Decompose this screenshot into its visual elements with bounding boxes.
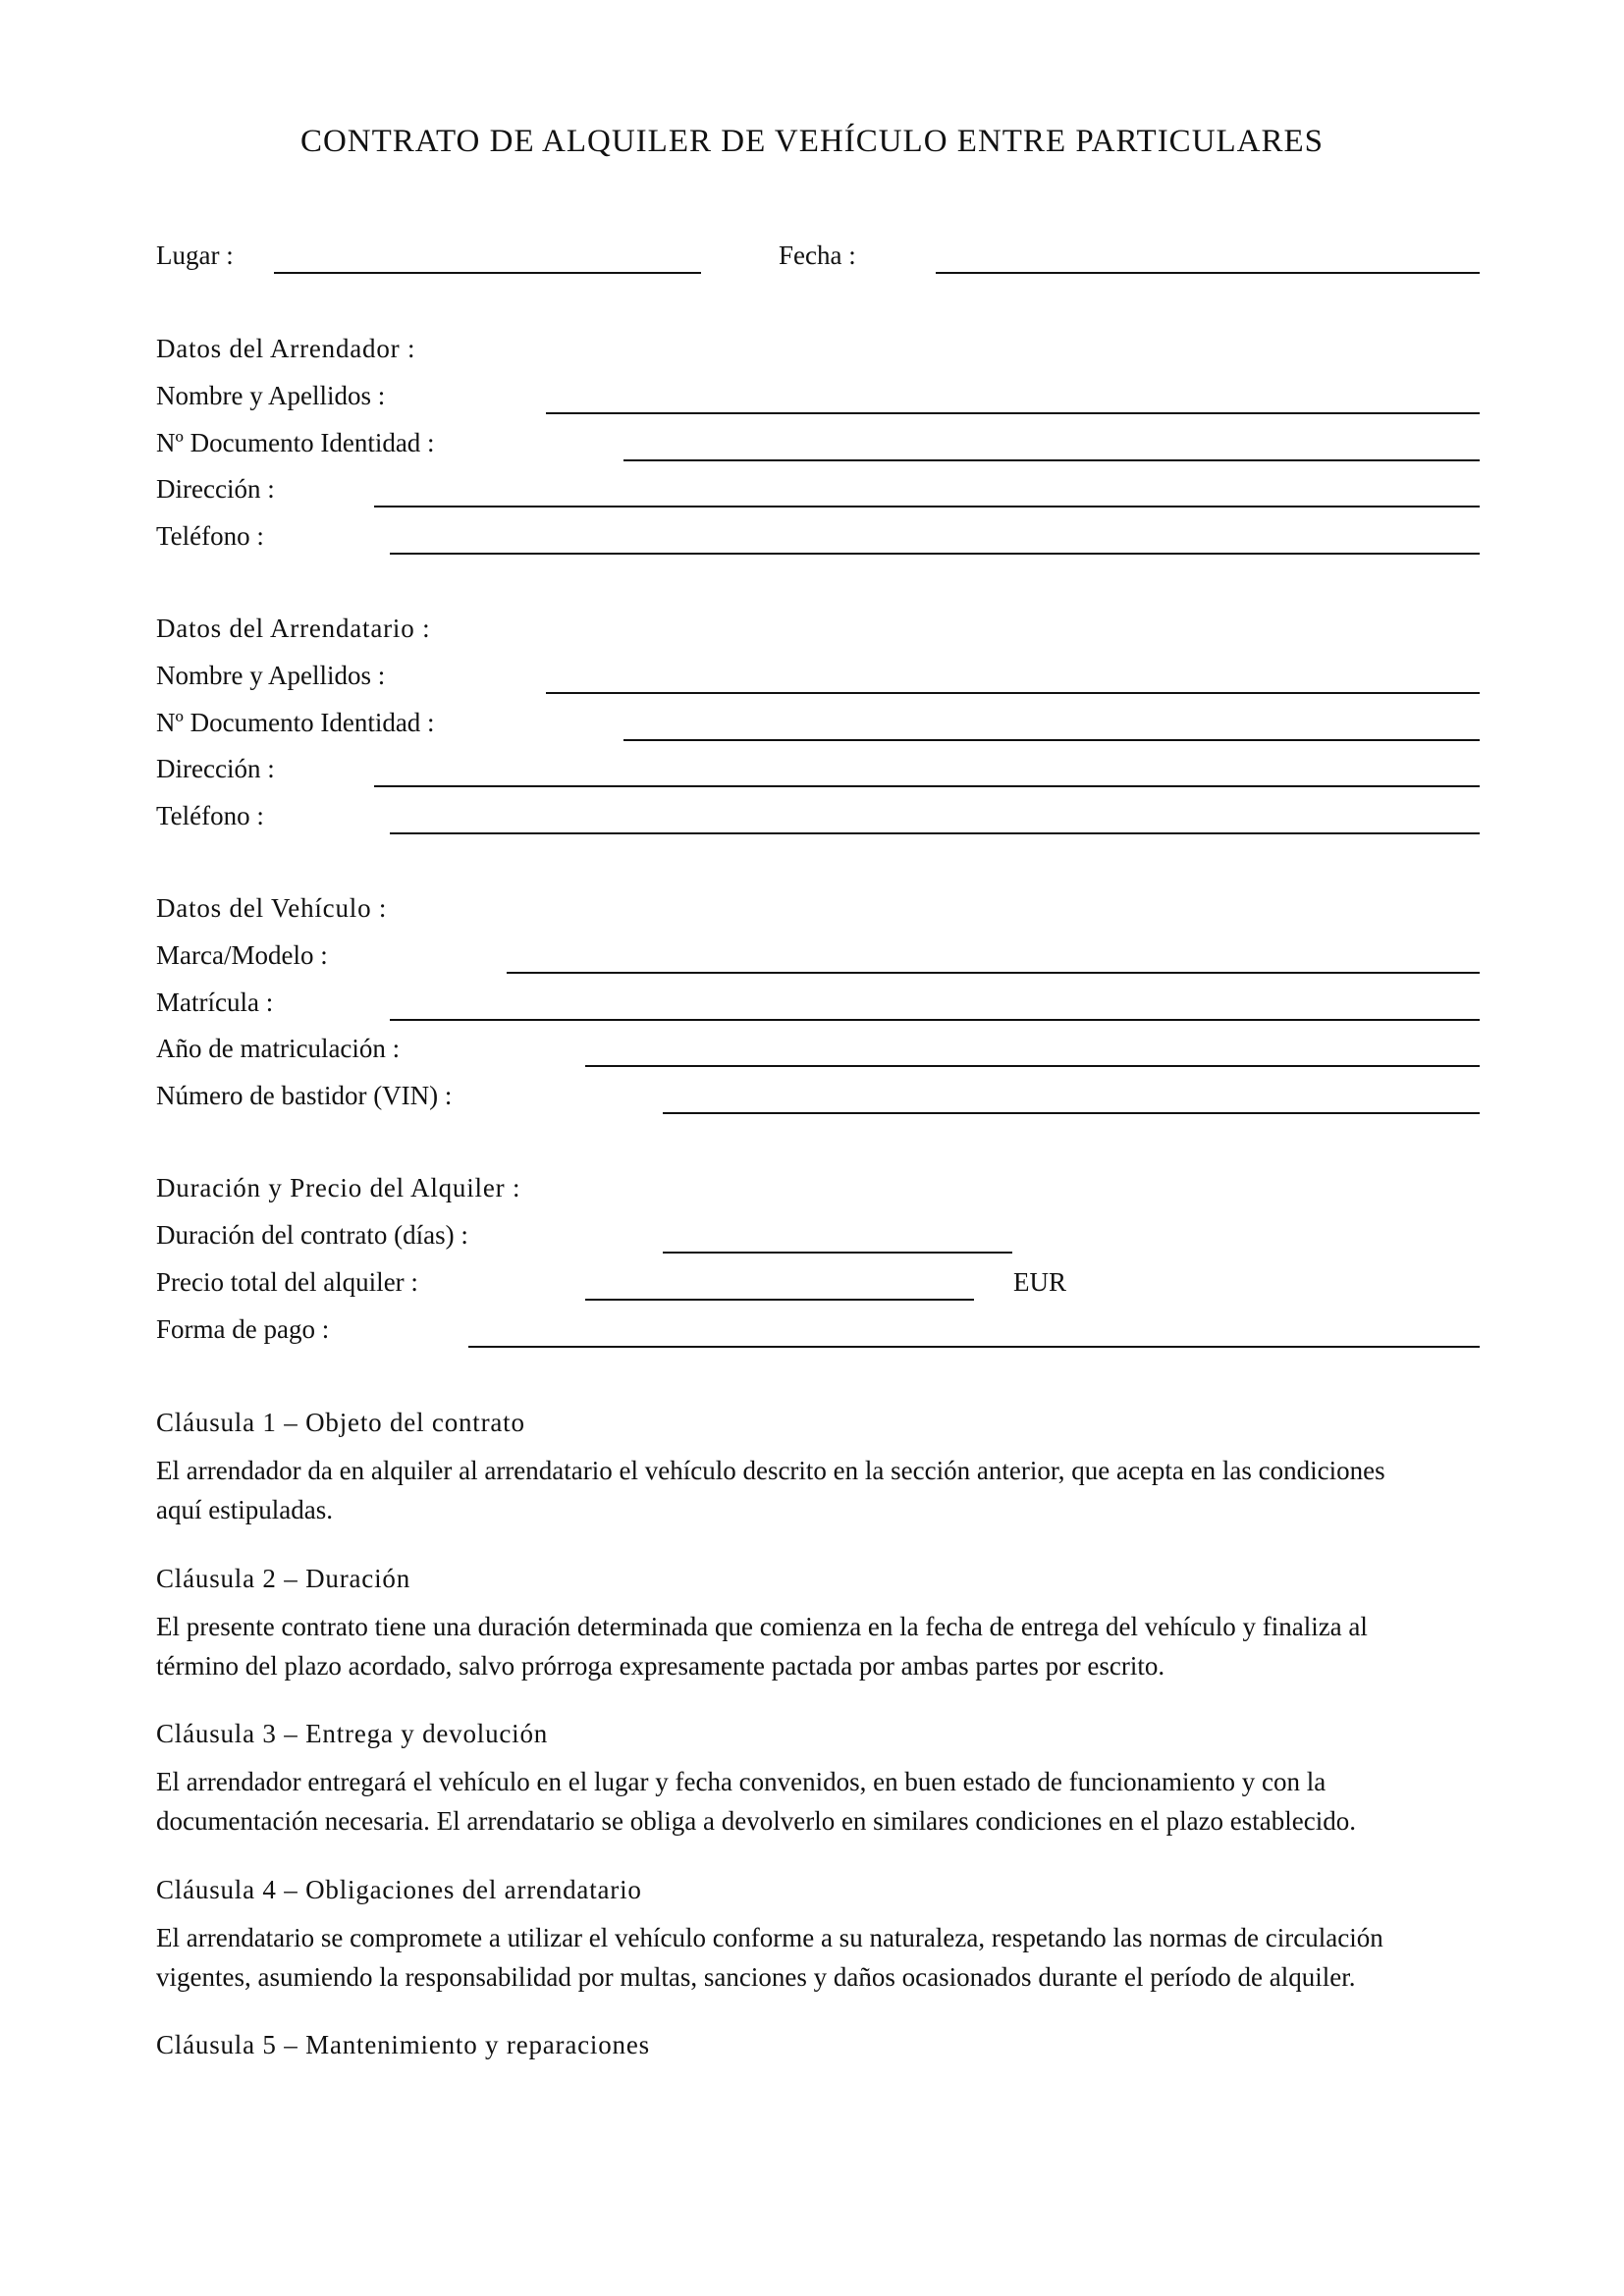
clause-1-line-2: aquí estipuladas.: [156, 1495, 333, 1524]
arrendatario-documento-label: Nº Documento Identidad :: [156, 708, 435, 737]
clause-2-title: Cláusula 2 – Duración: [156, 1564, 410, 1593]
clause-4-line-2: vigentes, asumiendo la responsabilidad por multas, sanciones y daños ocasionados durante el período de alquiler.: [156, 1962, 1356, 1992]
alquiler-duracion-field[interactable]: [663, 1220, 1012, 1254]
clause-3-text: [156, 1762, 1491, 1841]
fecha-field[interactable]: [936, 240, 1480, 274]
arrendador-nombre-field[interactable]: [546, 381, 1480, 414]
clause-2-line-1: El presente contrato tiene una duración determinada que comienza en la fecha de entrega del vehículo y finaliza al: [156, 1612, 1368, 1641]
vehiculo-matricula-field[interactable]: [390, 988, 1480, 1021]
vehiculo-marca-label: Marca/Modelo :: [156, 940, 328, 970]
clause-2-text: [156, 1607, 1491, 1685]
vehiculo-heading: Datos del Vehículo :: [156, 893, 388, 923]
clause-4-line-1: El arrendatario se compromete a utilizar el vehículo conforme a su naturaleza, respetando las normas de circulación: [156, 1923, 1383, 1952]
clause-3-line-2: documentación necesaria. El arrendatario se obliga a devolverlo en similares condiciones en el plazo establecido.: [156, 1806, 1357, 1836]
lugar-label: Lugar :: [156, 240, 234, 270]
alquiler-precio-label: Precio total del alquiler :: [156, 1267, 418, 1297]
clause-5-title: Cláusula 5 – Mantenimiento y reparaciones: [156, 2030, 650, 2059]
arrendador-telefono-label: Teléfono :: [156, 521, 264, 551]
arrendatario-telefono-field[interactable]: [390, 801, 1480, 834]
clause-1-title: Cláusula 1 – Objeto del contrato: [156, 1408, 525, 1437]
clause-4-title: Cláusula 4 – Obligaciones del arrendatario: [156, 1875, 642, 1904]
alquiler-duracion-label: Duración del contrato (días) :: [156, 1220, 468, 1250]
arrendatario-documento-field[interactable]: [623, 708, 1480, 741]
arrendatario-direccion-label: Dirección :: [156, 754, 275, 783]
clause-1-line-1: El arrendador da en alquiler al arrendatario el vehículo descrito en la sección anterior, que acepta en las condiciones: [156, 1456, 1385, 1485]
clause-2-line-2: término del plazo acordado, salvo prórroga expresamente pactada por ambas partes por escrito.: [156, 1651, 1165, 1681]
vehiculo-anio-field[interactable]: [585, 1034, 1480, 1067]
arrendador-documento-label: Nº Documento Identidad :: [156, 428, 435, 457]
arrendador-direccion-field[interactable]: [374, 474, 1480, 507]
arrendatario-heading: Datos del Arrendatario :: [156, 614, 431, 643]
arrendatario-telefono-label: Teléfono :: [156, 801, 264, 830]
arrendador-direccion-label: Dirección :: [156, 474, 275, 504]
arrendatario-nombre-label: Nombre y Apellidos :: [156, 661, 386, 690]
vehiculo-anio-label: Año de matriculación :: [156, 1034, 401, 1063]
clause-1-text: [156, 1451, 1491, 1529]
arrendador-telefono-field[interactable]: [390, 521, 1480, 555]
vehiculo-matricula-label: Matrícula :: [156, 988, 274, 1017]
alquiler-pago-label: Forma de pago :: [156, 1314, 330, 1344]
arrendador-heading: Datos del Arrendador :: [156, 334, 416, 363]
arrendador-nombre-label: Nombre y Apellidos :: [156, 381, 386, 410]
currency-label: EUR: [1013, 1267, 1066, 1297]
clause-3-line-1: El arrendador entregará el vehículo en el lugar y fecha convenidos, en buen estado de funcionamiento y con la: [156, 1767, 1326, 1796]
alquiler-precio-field[interactable]: [585, 1267, 974, 1301]
clause-4-text: [156, 1918, 1491, 1997]
alquiler-pago-field[interactable]: [468, 1314, 1480, 1348]
clause-3-title: Cláusula 3 – Entrega y devolución: [156, 1719, 549, 1748]
alquiler-heading: Duración y Precio del Alquiler :: [156, 1173, 521, 1202]
document-title: CONTRATO DE ALQUILER DE VEHÍCULO ENTRE PARTICULARES: [299, 124, 1325, 159]
lugar-field[interactable]: [274, 240, 701, 274]
vehiculo-vin-field[interactable]: [663, 1081, 1480, 1114]
arrendatario-nombre-field[interactable]: [546, 661, 1480, 694]
fecha-label: Fecha :: [779, 240, 856, 270]
vehiculo-vin-label: Número de bastidor (VIN) :: [156, 1081, 453, 1110]
arrendatario-direccion-field[interactable]: [374, 754, 1480, 787]
vehiculo-marca-field[interactable]: [507, 940, 1480, 974]
arrendador-documento-field[interactable]: [623, 428, 1480, 461]
